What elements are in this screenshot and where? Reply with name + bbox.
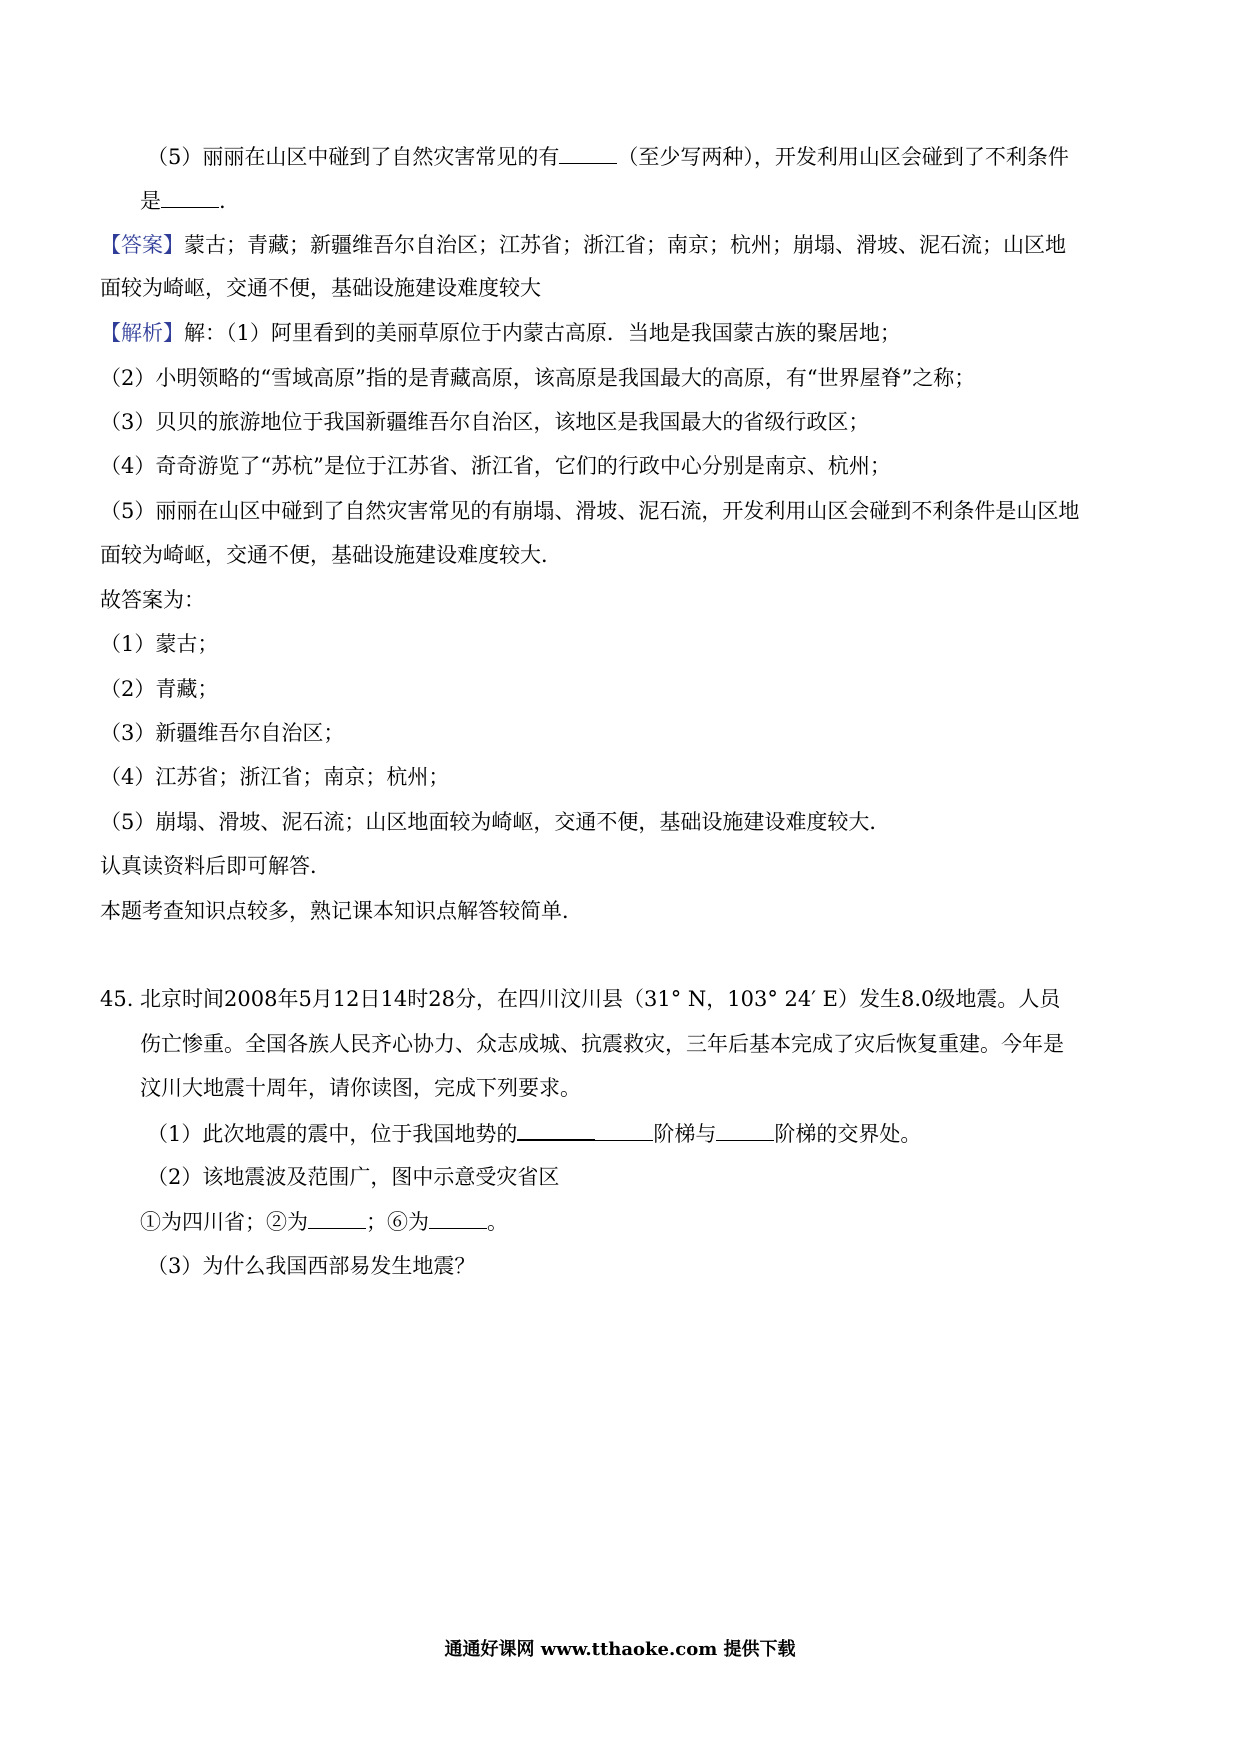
q45-part1: （1）此次地震的震中，位于我国地势的 阶梯与 阶梯的交界处。 bbox=[147, 1119, 921, 1148]
analysis-note: 认真读资料后即可解答． bbox=[100, 854, 331, 878]
answer-blank bbox=[429, 1208, 487, 1229]
analysis-note: 本题考查知识点较多，熟记课本知识点解答较简单． bbox=[100, 899, 583, 923]
answer-blank bbox=[559, 143, 617, 164]
answer-line2: 面较为崎岖，交通不便，基础设施建设难度较大 bbox=[100, 276, 541, 300]
analysis-item: （4）奇奇游览了“苏杭”是位于江苏省、浙江省，它们的行政中心分别是南京、杭州； bbox=[100, 454, 891, 478]
answer-tag: 【答案】 bbox=[100, 233, 184, 257]
answer-line1: 【答案】蒙古；青藏；新疆维吾尔自治区；江苏省；浙江省；南京；杭州；崩塌、滑坡、泥石流；山区地 bbox=[100, 233, 1066, 257]
q45-part2: （2）该地震波及范围广，图中示意受灾省区 bbox=[147, 1165, 560, 1189]
analysis-item: （3）贝贝的旅游地位于我国新疆维吾尔自治区，该地区是我国最大的省级行政区； bbox=[100, 410, 870, 434]
analysis-item: （2）小明领略的“雪域高原”指的是青藏高原，该高原是我国最大的高原，有“世界屋脊”之称； bbox=[100, 366, 976, 390]
answer-blank bbox=[161, 187, 219, 208]
analysis-item: 面较为崎岖，交通不便，基础设施建设难度较大． bbox=[100, 543, 562, 567]
q45-line2: 伤亡惨重。全国各族人民齐心协力、众志成城、抗震救灾，三年后基本完成了灾后恢复重建。今年是 bbox=[140, 1032, 1064, 1056]
analysis-item: （5）丽丽在山区中碰到了自然灾害常见的有崩塌、滑坡、泥石流，开发利用山区会碰到不利条件是山区地 bbox=[100, 499, 1080, 523]
q45-line1: 北京时间2008年5月12日14时28分，在四川汶川县（31° N，103° 24′ E）发生8.0级地震。人员 bbox=[140, 987, 1061, 1011]
q44-part5-line1: （5）丽丽在山区中碰到了自然灾害常见的有 （至少写两种），开发利用山区会碰到了不利条件 bbox=[147, 145, 1069, 169]
analysis-line1: 【解析】解：（1）阿里看到的美丽草原位于内蒙古高原．当地是我国蒙古族的聚居地； bbox=[100, 321, 901, 345]
page-footer: 通通好课网 www.tthaoke.com 提供下载 bbox=[444, 1639, 796, 1660]
q45-number: 45. bbox=[100, 987, 134, 1011]
q45-line3: 汶川大地震十周年，请你读图，完成下列要求。 bbox=[140, 1076, 581, 1100]
q44-part5-line2: 是 . bbox=[140, 189, 226, 213]
answer-blank bbox=[595, 1120, 653, 1141]
answer-blank bbox=[308, 1208, 366, 1229]
q45-part2b: ①为四川省；②为 ；⑥为 。 bbox=[140, 1210, 508, 1234]
analysis-answer: （1）蒙古； bbox=[100, 632, 219, 656]
analysis-tag: 【解析】 bbox=[100, 321, 184, 345]
analysis-conclusion: 故答案为： bbox=[100, 588, 205, 612]
analysis-answer: （4）江苏省；浙江省；南京；杭州； bbox=[100, 765, 450, 789]
q45-part3: （3）为什么我国西部易发生地震？ bbox=[147, 1254, 476, 1278]
answer-blank bbox=[517, 1119, 595, 1141]
analysis-answer: （3）新疆维吾尔自治区； bbox=[100, 721, 345, 745]
answer-blank bbox=[716, 1120, 774, 1141]
analysis-answer: （5）崩塌、滑坡、泥石流；山区地面较为崎岖，交通不便，基础设施建设难度较大． bbox=[100, 810, 891, 834]
analysis-answer: （2）青藏； bbox=[100, 677, 219, 701]
